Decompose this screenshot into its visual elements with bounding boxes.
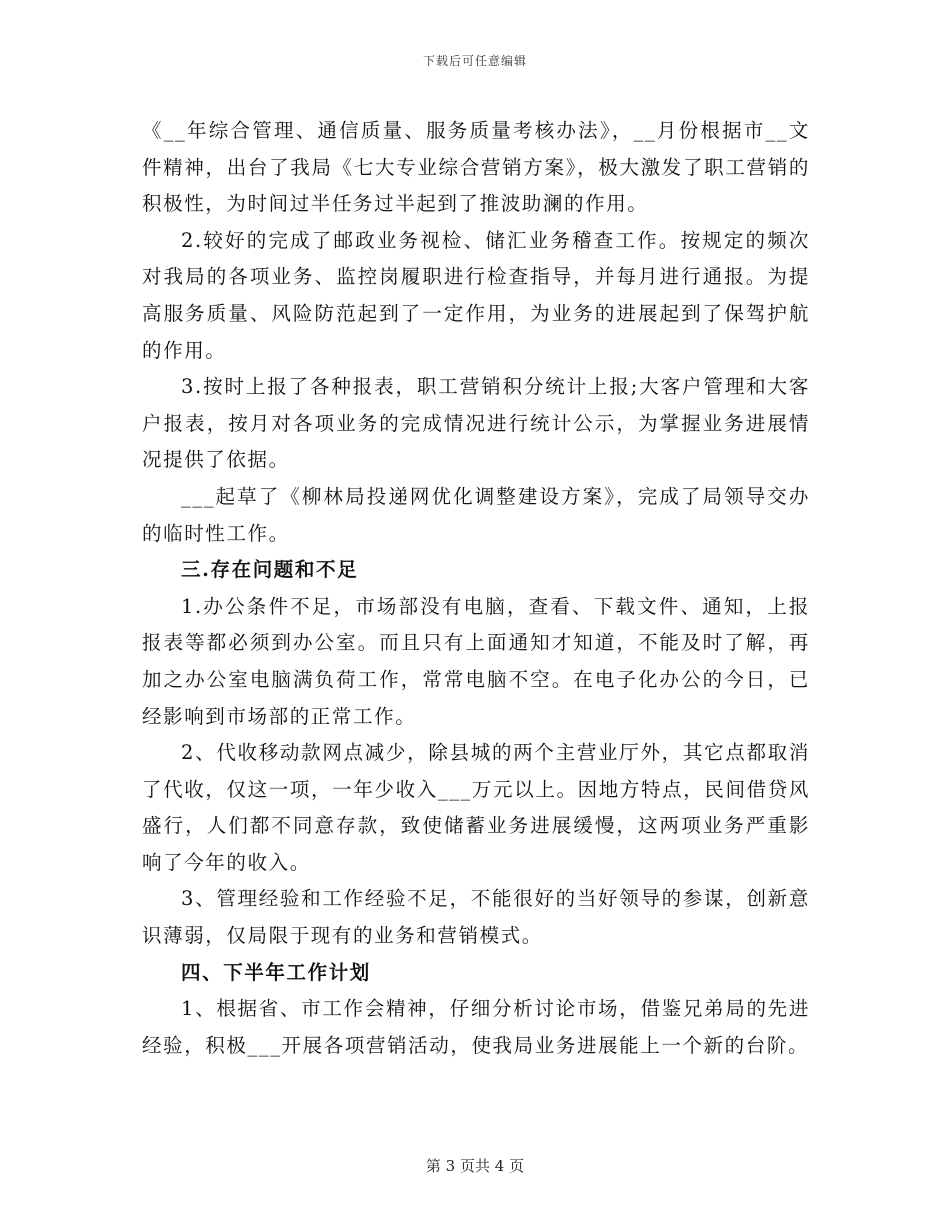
paragraph-7: 3、管理经验和工作经验不足，不能很好的当好领导的参谋，创新意识薄弱，仅局限于现有的业务和营销模式。 (142, 887, 810, 948)
section-heading-3: 三.存在问题和不足 (181, 558, 359, 582)
page-header: 下载后可任意编辑 (422, 54, 527, 68)
section-heading-4: 四、下半年工作计划 (181, 960, 371, 984)
paragraph-3: 3.按时上报了各种报表，职工营销积分统计上报;大客户管理和大客户报表，按月对各项业务的完成情况进行统计公示，为掌握业务进展情况提供了依据。 (142, 375, 810, 472)
paragraph-2: 2.较好的完成了邮政业务视检、储汇业务稽查工作。按规定的频次对我局的各项业务、监控岗履职进行检查指导，并每月进行通报。为提高服务质量、风险防范起到了一定作用，为业务的进展起到了保驾护航的作用。 (142, 228, 810, 362)
paragraph-4: ___起草了《柳林局投递网优化调整建设方案》，完成了局领导交办的临时性工作。 (142, 484, 810, 545)
paragraph-8: 1、根据省、市工作会精神，仔细分析讨论市场，借鉴兄弟局的先进经验，积极___开展各项营销活动，使我局业务进展能上一个新的台阶。 (142, 997, 810, 1057)
paragraph-5: 1.办公条件不足，市场部没有电脑，查看、下载文件、通知，上报报表等都必须到办公室。而且只有上面通知才知道，不能及时了解，再加之办公室电脑满负荷工作，常常电脑不空。在电子化办公的今日，已经影响到市场部的正常工作。 (142, 594, 810, 728)
document-body (142, 113, 810, 1064)
paragraph-6: 2、代收移动款网点减少，除县城的两个主营业厅外，其它点都取消了代收，仅这一项，一年少收入___万元以上。因地方特点，民间借贷风盛行，人们都不同意存款，致使储蓄业务进展缓慢，这两项业务严重影响了今年的收入。 (142, 741, 810, 874)
paragraph-1: 《__年综合管理、通信质量、服务质量考核办法》，__月份根据市__文件精神，出台了我局《七大专业综合营销方案》，极大激发了职工营销的积极性，为时间过半任务过半起到了推波助澜的作用。 (142, 119, 810, 216)
page-footer: 第 3 页共 4 页 (425, 1157, 525, 1175)
